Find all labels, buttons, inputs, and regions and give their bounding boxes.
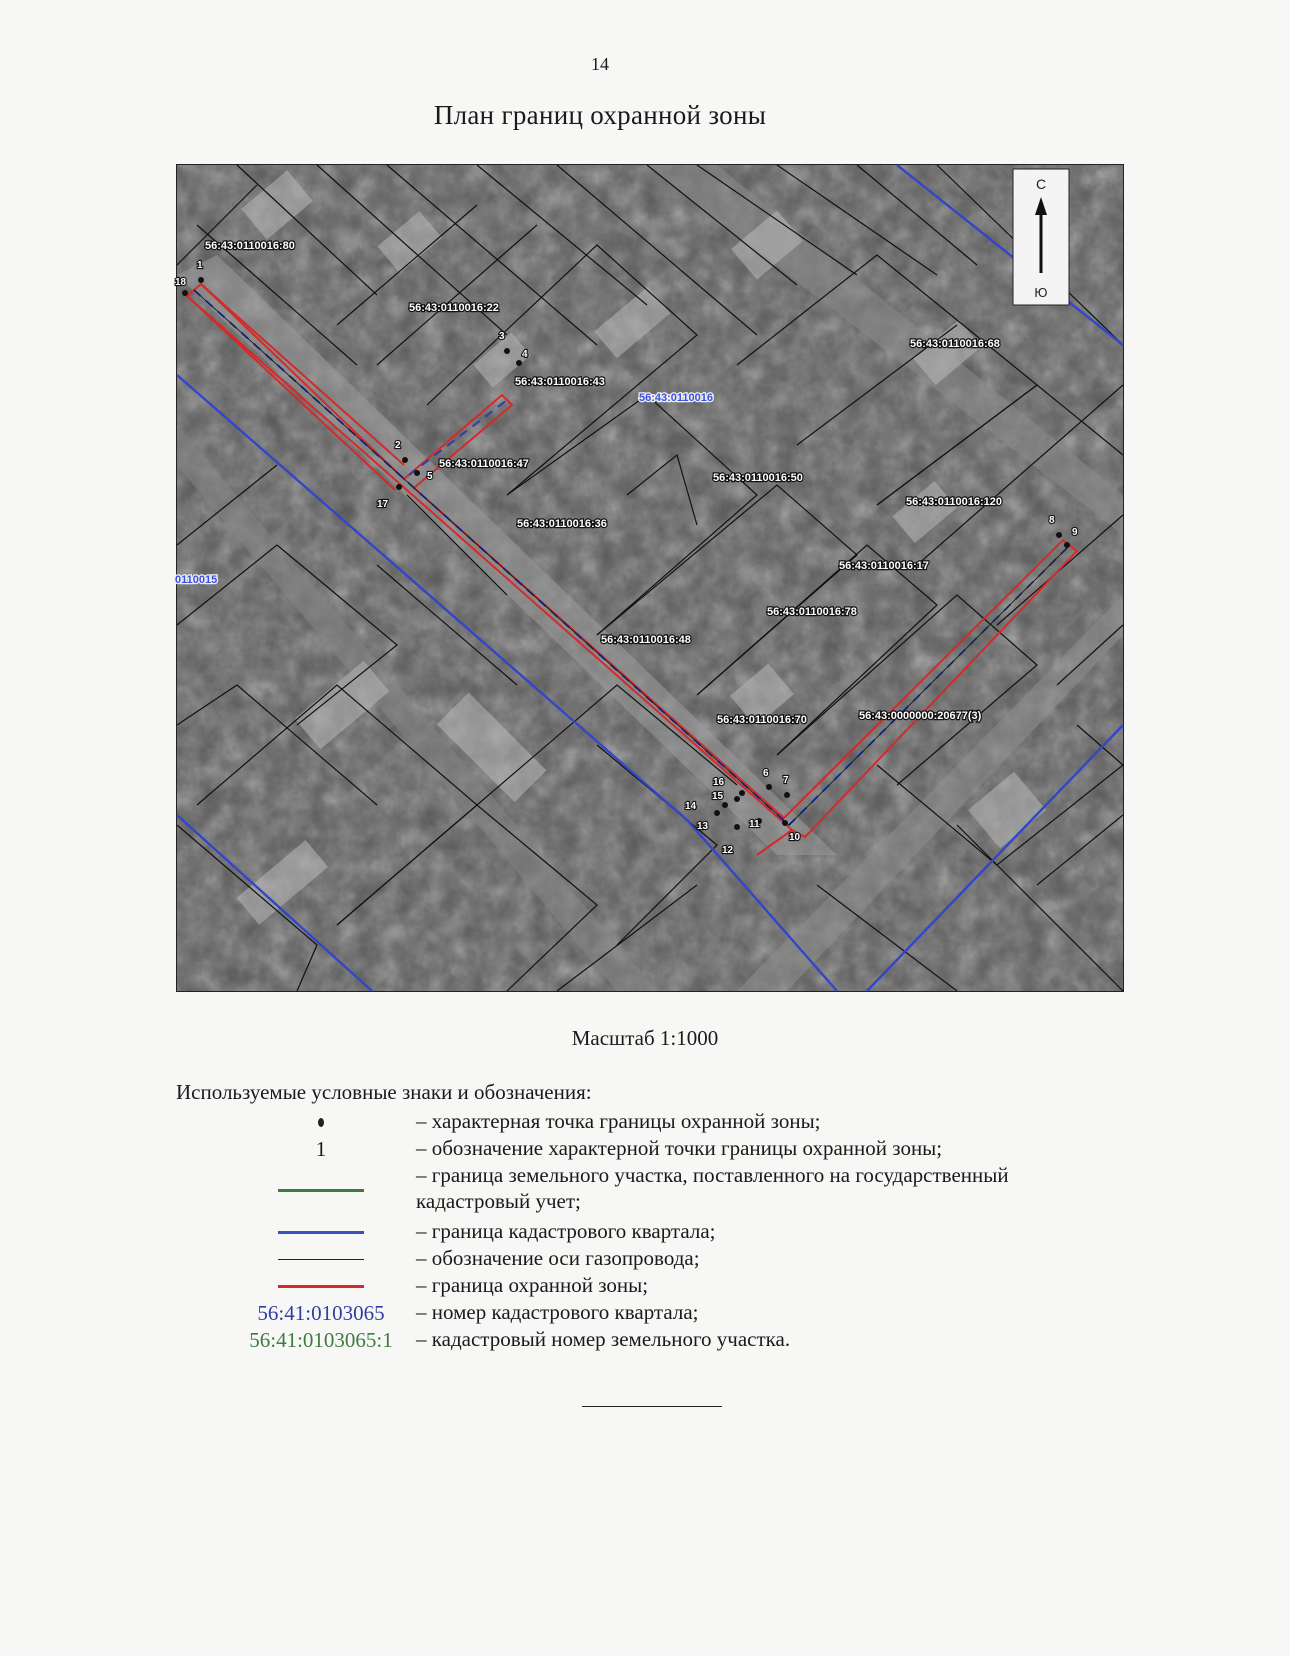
end-divider (582, 1406, 722, 1407)
parcel-label: 56:43:0000000:20677(3) (859, 710, 982, 722)
legend-desc: – обозначение оси газопровода; (416, 1246, 700, 1270)
legend-desc: – характерная точка границы охранной зоны; (416, 1109, 821, 1133)
legend-row-parcel-number (176, 1326, 1136, 1354)
point-label-18: 18 (175, 277, 187, 288)
legend-desc: – обозначение характерной точки границы охранной зоны; (416, 1136, 943, 1160)
quarter-label: 0110015 (175, 574, 218, 586)
legend-row-point-number (176, 1135, 1136, 1163)
point-label-8: 8 (1049, 515, 1055, 526)
legend-title: Используемые условные знаки и обозначения: (176, 1080, 592, 1104)
point-label-4: 4 (522, 349, 528, 360)
parcel-label: 56:43:0110016:70 (717, 714, 807, 726)
page-title: План границ охранной зоны (433, 100, 767, 130)
parcel-label: 56:43:0110016:68 (910, 338, 1000, 350)
north-letter: С (1035, 176, 1047, 192)
point-label-3: 3 (499, 331, 505, 342)
parcel-label: 56:43:0110016:80 (205, 240, 295, 252)
legend-row-pipeline-axis (176, 1245, 1136, 1273)
point-label-6: 6 (763, 768, 769, 779)
page-number: 14 (591, 54, 609, 74)
legend-point-symbol (206, 1108, 436, 1136)
legend-zone-line (206, 1272, 436, 1300)
legend-quarter-line (206, 1218, 436, 1246)
legend-desc: – номер кадастрового квартала; (416, 1300, 699, 1324)
point-label-11: 11 (749, 819, 760, 830)
map-frame (176, 164, 1124, 992)
parcel-label: 56:43:0110016:17 (839, 560, 929, 572)
parcel-label: 56:43:0110016:36 (517, 518, 607, 530)
map-scale: Масштаб 1:1000 (571, 1026, 719, 1050)
point-label-10: 10 (789, 832, 801, 843)
legend-desc: – граница кадастрового квартала; (416, 1219, 716, 1243)
point-label-12: 12 (722, 845, 734, 856)
point-label-16: 16 (713, 777, 725, 788)
legend-point-number: 1 (315, 1136, 327, 1161)
point-label-7: 7 (783, 775, 789, 786)
map-canvas (177, 165, 1123, 991)
point-label-9: 9 (1072, 527, 1078, 538)
legend-row-quarter-number (176, 1299, 1136, 1327)
point-label-1: 1 (197, 260, 203, 271)
parcel-label: 56:43:0110016:43 (515, 376, 605, 388)
legend-parcel-number: 56:41:0103065:1 (249, 1327, 393, 1352)
legend-row-zone-boundary (176, 1272, 1136, 1300)
parcel-label: 56:43:0110016:50 (713, 472, 803, 484)
point-label-2: 2 (395, 440, 401, 451)
parcel-label: 56:43:0110016:22 (409, 302, 499, 314)
point-label-13: 13 (697, 821, 709, 832)
point-label-17: 17 (377, 499, 389, 510)
parcel-label: 56:43:0110016:78 (767, 606, 857, 618)
parcel-label: 56:43:0110016:48 (601, 634, 691, 646)
legend-desc: – граница охранной зоны; (416, 1273, 649, 1297)
point-label-14: 14 (685, 801, 697, 812)
point-label-5: 5 (427, 471, 433, 482)
legend-row-quarter-boundary (176, 1218, 1136, 1246)
quarter-label: 56:43:0110016 (639, 392, 714, 404)
north-arrow (1013, 169, 1069, 305)
legend-row-point (176, 1108, 1136, 1136)
legend-row-parcel-boundary (176, 1162, 1136, 1218)
parcel-label: 56:43:0110016:47 (439, 458, 529, 470)
parcel-label: 56:43:0110016:120 (906, 496, 1003, 508)
legend-parcel-line (206, 1176, 436, 1204)
point-label-15: 15 (712, 791, 724, 802)
legend-desc: – граница земельного участка, поставленного на государственный кадастровый учет; (416, 1163, 1009, 1213)
south-letter: Ю (1034, 285, 1048, 300)
legend-quarter-number: 56:41:0103065 (257, 1300, 385, 1325)
legend-axis-line (206, 1245, 436, 1273)
legend-desc: – кадастровый номер земельного участка. (416, 1327, 791, 1351)
